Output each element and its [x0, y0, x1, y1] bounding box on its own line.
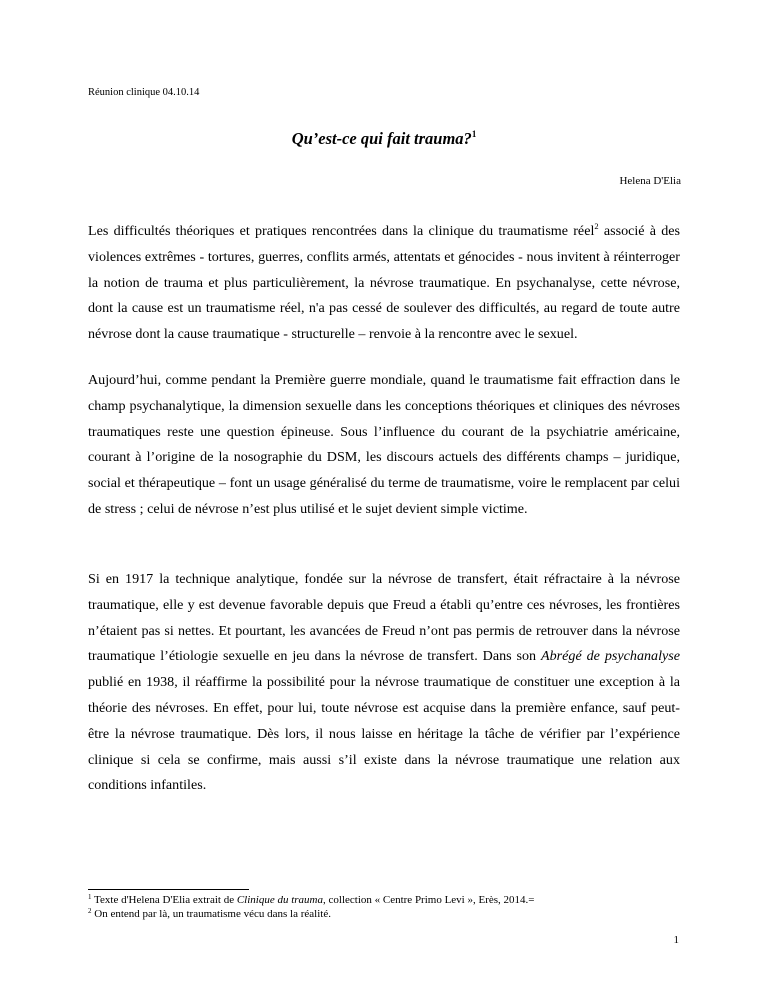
footnote-1-number: 1	[88, 893, 92, 901]
paragraph-1	[88, 219, 680, 348]
author-name: Helena D'Elia	[619, 175, 681, 187]
footnotes	[88, 893, 688, 921]
page-number: 1	[673, 934, 679, 946]
header-meta: Réunion clinique 04.10.14	[88, 87, 200, 98]
page-title	[0, 129, 768, 149]
paragraph-3-text-b: publié en 1938, il réaffirme la possibilité pour la névrose traumatique de constituer une exception à la théorie des névroses. En effet, pour lui, toute névrose est acquise dans la première enfance, sauf peut-être la névrose traumatique. Dès lors, il nous laisse en héritage la tâche de vérifier par l’expérience clinique si cela se confirme, mais aussi s’il existe dans la névrose traumatique une relation aux conditions infantiles.	[88, 674, 680, 794]
footnote-1-text-a: Texte d'Helena D'Elia extrait de	[91, 894, 237, 906]
paragraph-3	[88, 567, 680, 799]
footnote-2-number: 2	[88, 907, 92, 915]
footnote-2	[88, 907, 688, 921]
footnote-1-text-b: , collection « Centre Primo Levi », Erès, 2014.=	[323, 894, 535, 906]
footnote-1	[88, 893, 688, 907]
paragraph-1-text-b: associé à des violences extrêmes - tortures, guerres, conflits armés, attentats et génocides - nous invitent à réinterroger la notion de trauma et plus particulièrement, la névrose traumatique. En psychanalyse, cette névrose, dont la cause est un traumatisme réel, n'a pas cessé de soulever des difficultés, au regard de toute autre névrose dont la cause traumatique - structurelle – renvoie à la rencontre avec le sexuel.	[88, 223, 681, 343]
title-footnote-ref[interactable]: 1	[471, 129, 477, 139]
title-text: Qu’est-ce qui fait trauma?	[291, 129, 472, 148]
paragraph-2: Aujourd’hui, comme pendant la Première guerre mondiale, quand le traumatisme fait effraction dans le champ psychanalytique, la dimension sexuelle dans les conceptions théoriques et cliniques des névroses traumatiques reste une question épineuse. Sous l’influence du courant de la psychiatrie américaine, courant à l’origine de la nosographie du DSM, les discours actuels des différents champs – juridique, social et thérapeutique – font un usage généralisé du terme de traumatisme, voire le remplacent par celui de stress ; celui de névrose n’est plus utilisé et le sujet devient simple victime.	[88, 372, 680, 517]
footnote-2-text: On entend par là, un traumatisme vécu dans la réalité.	[91, 908, 331, 920]
footnote-ref-2[interactable]: 2	[594, 221, 599, 231]
footnote-separator	[88, 889, 249, 890]
paragraph-1-text-a: Les difficultés théoriques et pratiques rencontrées dans la clinique du traumatisme réel	[88, 223, 595, 239]
paragraph-3-text-a: Si en 1917 la technique analytique, fondée sur la névrose de transfert, était réfractaire à la névrose traumatique, elle y est devenue favorable depuis que Freud a établi qu’entre ces névroses, les frontières n’étaient pas si nettes. Et pourtant, les avancées de Freud n’ont pas permis de retrouver dans la névrose traumatique l’étiologie sexuelle en jeu dans la névrose de transfert. Dans son	[88, 571, 680, 665]
footnote-1-book-title: Clinique du trauma	[236, 894, 323, 906]
book-title-abrege: Abrégé de psychanalyse	[541, 648, 680, 665]
